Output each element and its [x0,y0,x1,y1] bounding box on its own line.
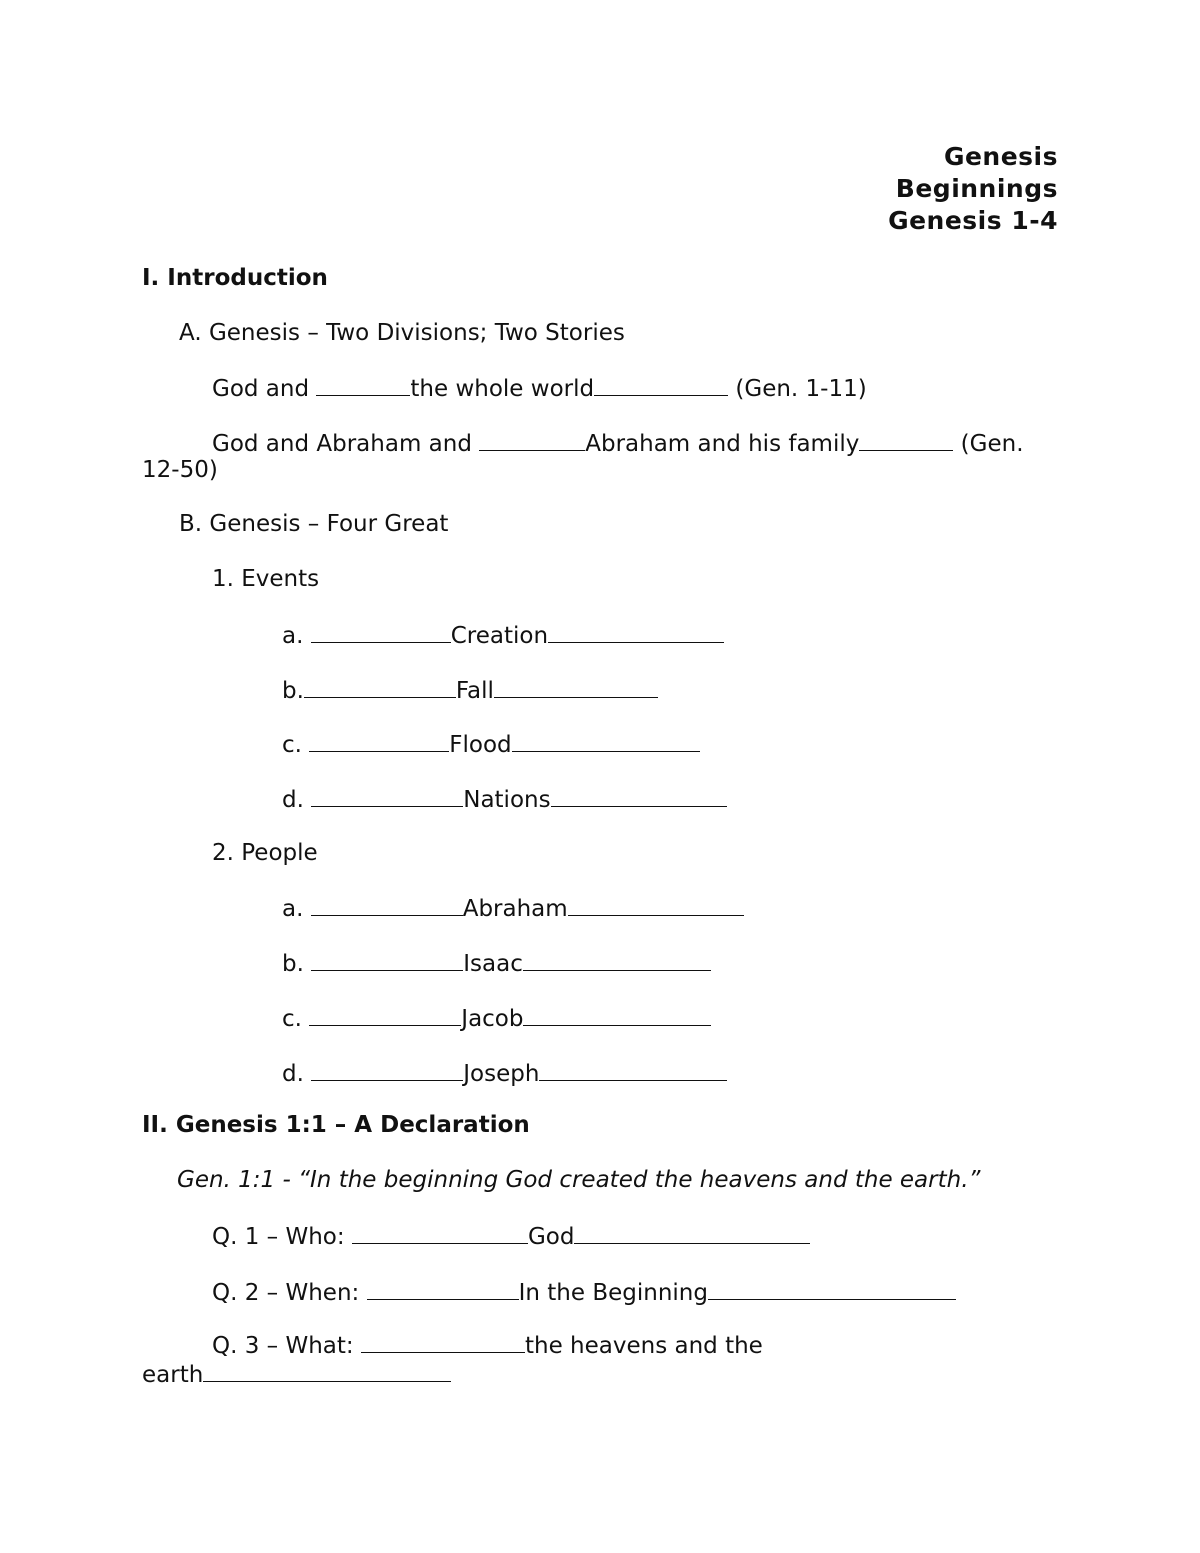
people-heading: 2. People [212,840,318,866]
person-answer: Jacob [461,1006,524,1032]
doc-title: Genesis [943,142,1058,171]
fill-blank [203,1359,451,1382]
fill-blank [523,1003,711,1026]
event-answer: Flood [449,732,512,758]
person-label: b. [282,951,304,977]
section-1-heading: I. Introduction [142,265,328,291]
fill-blank [594,373,728,396]
fill-blank [494,675,658,698]
division-1-answer: the whole world [410,376,595,402]
fill-blank [568,893,744,916]
fill-blank [309,729,449,752]
person-item [282,893,744,923]
question-line [212,1330,763,1360]
fill-blank [311,784,463,807]
question-line [212,1221,810,1251]
doc-scripture-range: Genesis 1-4 [888,206,1058,235]
event-answer: Creation [450,623,549,649]
person-label: d. [282,1061,304,1087]
event-item [282,784,727,814]
event-answer: Nations [463,787,551,813]
fill-blank [311,1058,463,1081]
event-label: a. [282,623,304,649]
fill-blank [708,1277,956,1300]
question-label: Q. 2 – When: [212,1280,360,1306]
division-1-prefix: God and [212,376,310,402]
event-item [282,729,700,759]
question-line-wrap [142,1359,451,1389]
fill-blank [367,1277,519,1300]
fill-blank [361,1330,525,1353]
event-label: d. [282,787,304,813]
question-label: Q. 3 – What: [212,1333,354,1359]
doc-subtitle: Beginnings [895,174,1058,203]
question-answer: God [527,1224,575,1250]
person-item [282,1058,727,1088]
section-2-heading: II. Genesis 1:1 – A Declaration [142,1112,530,1138]
fill-blank [512,729,700,752]
question-answer: the heavens and the [524,1333,763,1359]
scripture-quote: Gen. 1:1 - “In the beginning God created the heavens and the earth.” [177,1167,981,1193]
fill-blank [539,1058,727,1081]
division-1-reference: (Gen. 1-11) [735,376,867,402]
question-answer-wrap: earth [142,1362,204,1388]
fill-blank [574,1221,810,1244]
division-line-1 [212,373,867,403]
person-label: a. [282,896,304,922]
division-2-prefix: God and Abraham and [212,431,472,457]
fill-blank [352,1221,528,1244]
person-label: c. [282,1006,302,1032]
event-answer: Fall [455,678,494,704]
question-line [212,1277,956,1307]
event-item [282,675,658,705]
person-answer: Joseph [463,1061,540,1087]
division-line-2 [212,428,1024,458]
person-answer: Isaac [463,951,523,977]
fill-blank [316,373,410,396]
event-label: c. [282,732,302,758]
fill-blank [311,948,463,971]
fill-blank [311,893,463,916]
question-label: Q. 1 – Who: [212,1224,345,1250]
division-2-answer: Abraham and his family [585,431,860,457]
fill-blank [304,675,456,698]
question-answer: In the Beginning [518,1280,708,1306]
fill-blank [309,1003,461,1026]
fill-blank [479,428,585,451]
fill-blank [523,948,711,971]
event-item [282,620,724,650]
division-2-reference-wrap: 12-50) [142,457,218,483]
fill-blank [551,784,727,807]
part-b-heading: B. Genesis – Four Great [179,511,449,537]
fill-blank [311,620,451,643]
person-item [282,948,711,978]
division-2-reference: (Gen. [960,431,1024,457]
fill-blank [859,428,953,451]
event-label: b. [282,678,304,704]
events-heading: 1. Events [212,566,320,592]
part-a-heading: A. Genesis – Two Divisions; Two Stories [179,320,625,346]
fill-blank [548,620,724,643]
person-item [282,1003,711,1033]
person-answer: Abraham [462,896,568,922]
